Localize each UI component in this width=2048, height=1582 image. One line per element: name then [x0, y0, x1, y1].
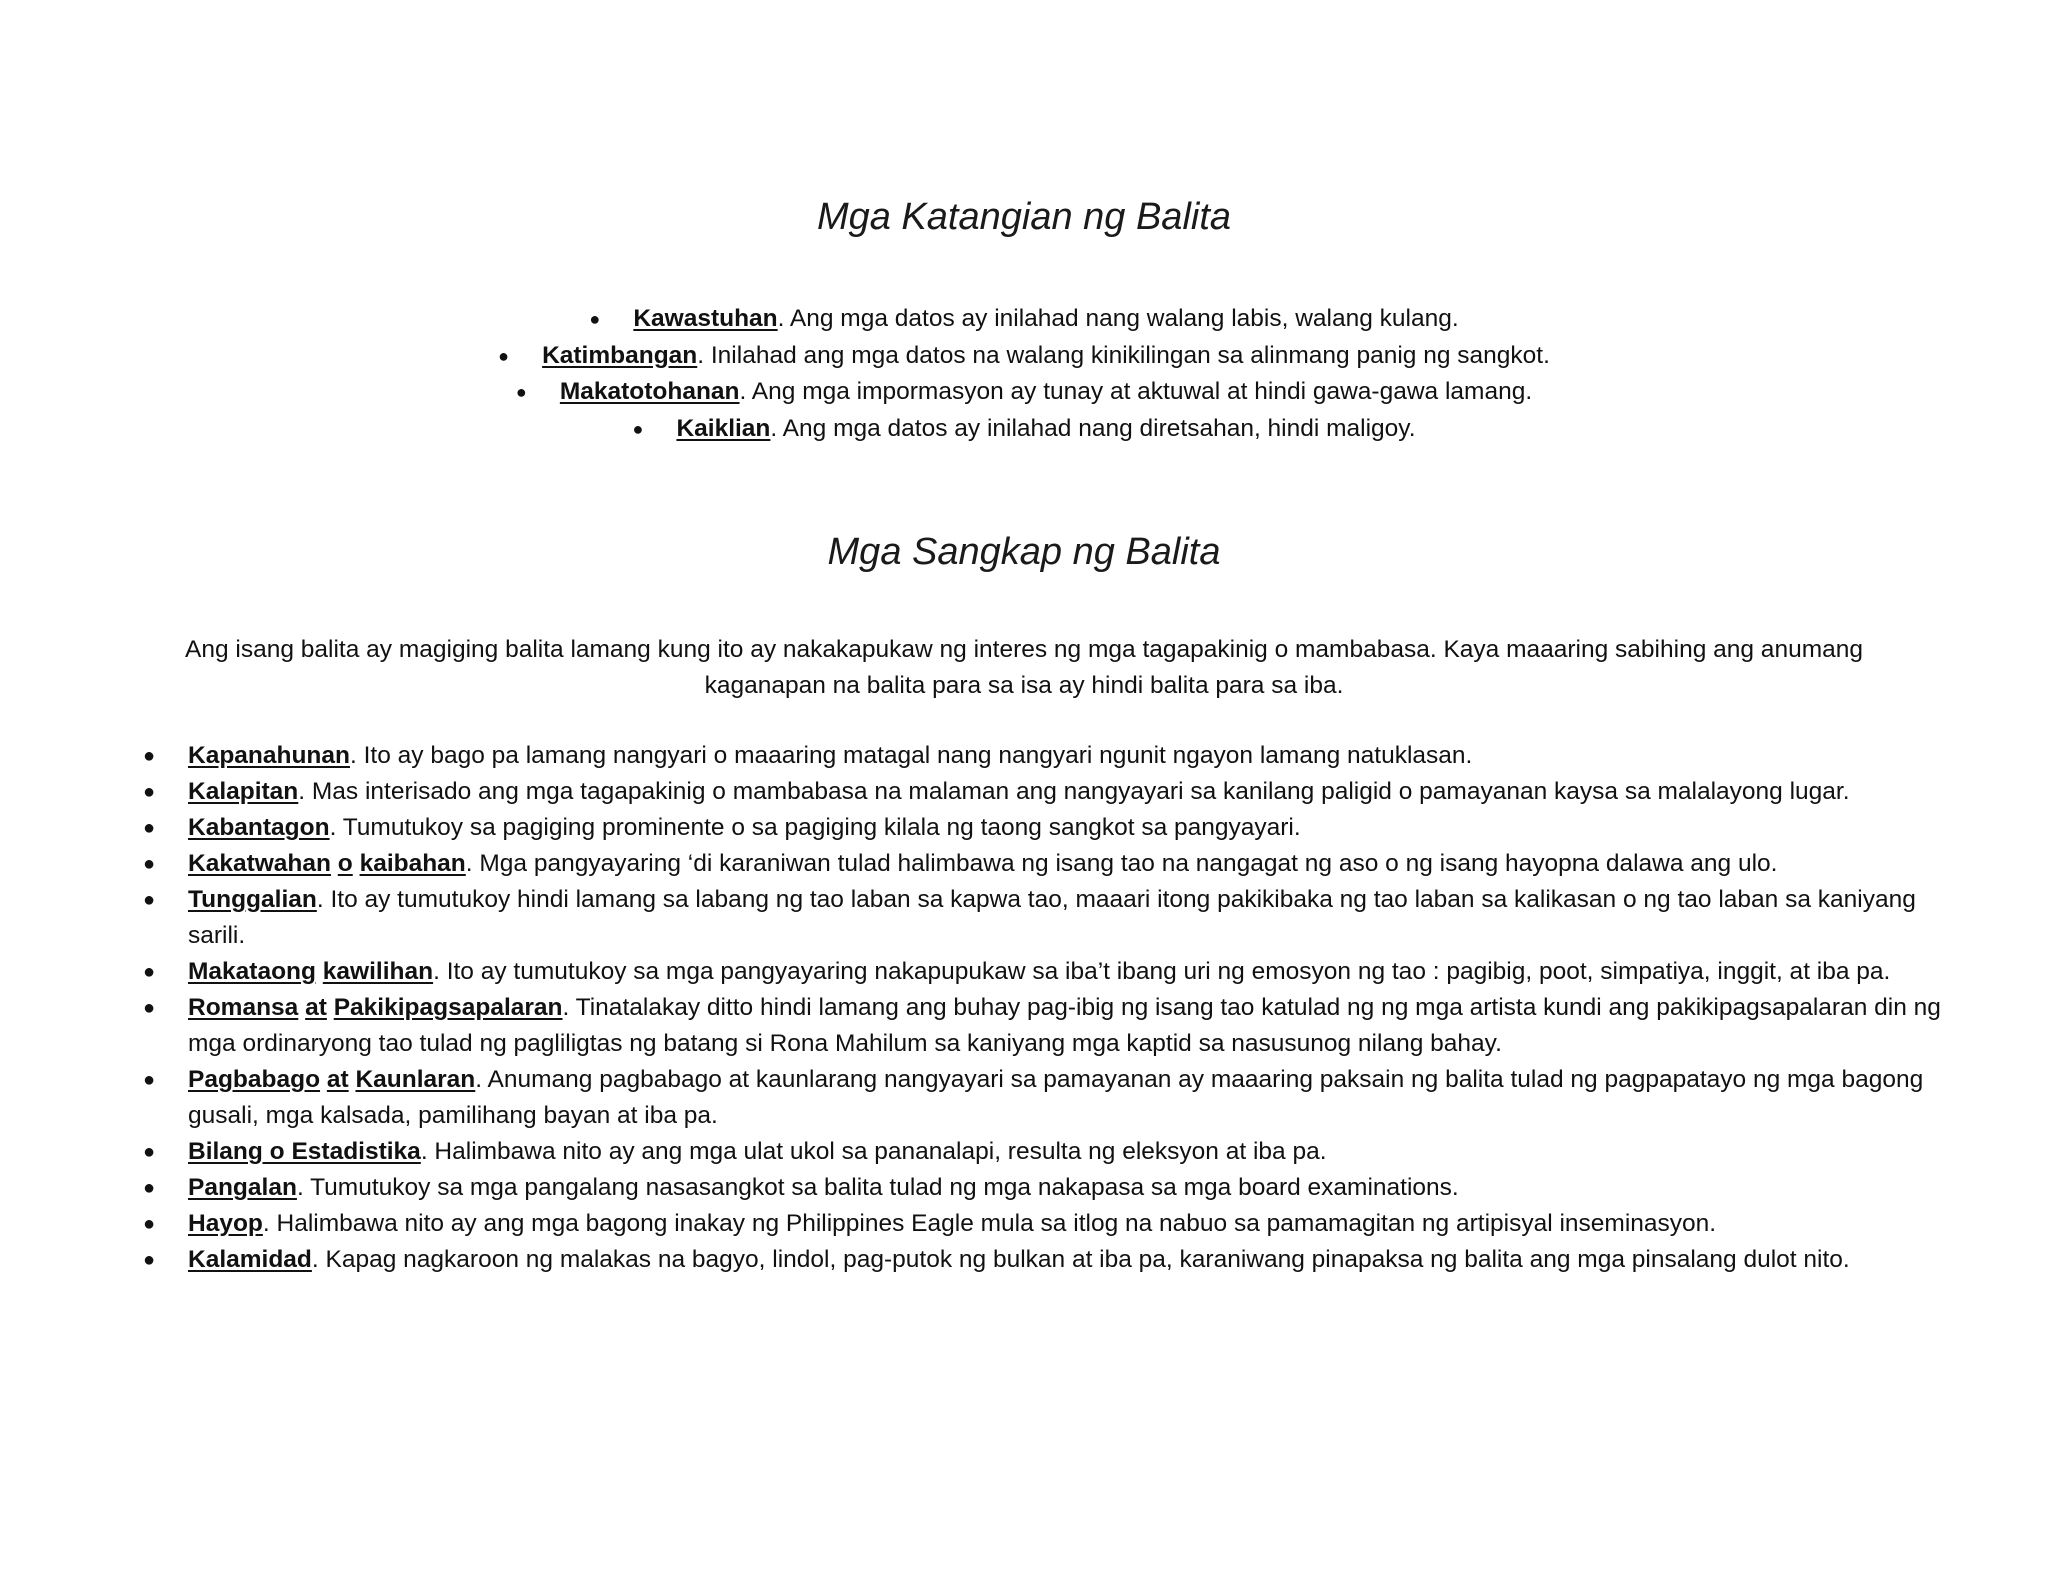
- item-description: . Inilahad ang mga datos na walang kinikilingan sa alinmang panig ng sangkot.: [697, 341, 1550, 369]
- term: at: [305, 994, 327, 1021]
- item-description: . Kapag nagkaroon ng malakas na bagyo, lindol, pag-putok ng bulkan at iba pa, karaniwang pinapaksa ng balita ang mga pinsalang dulot nito.: [311, 1246, 1850, 1273]
- list-item: [0, 1170, 2048, 1206]
- item-description: . Ito ay bago pa lamang nangyari o maaaring matagal nang nangyari ngunit ngayon lamang natuklasan.: [350, 742, 1473, 769]
- bullet-icon: ●: [589, 309, 601, 329]
- list-item: [0, 882, 2048, 954]
- list-item: [0, 990, 2048, 1062]
- bullet-icon: ●: [143, 1249, 156, 1271]
- bullet-icon: ●: [143, 1177, 156, 1199]
- term: Kabantagon: [188, 814, 330, 841]
- list-item: [0, 846, 2048, 882]
- list-item: [0, 810, 2048, 846]
- list-item: [0, 954, 2048, 990]
- list-item: [0, 1134, 2048, 1170]
- term: o: [337, 850, 353, 877]
- item-description: . Ang mga datos ay inilahad nang walang labis, walang kulang.: [777, 305, 1459, 332]
- term: Pagbabago: [188, 1066, 321, 1093]
- term: Kalamidad: [188, 1246, 312, 1273]
- item-description: . Ito ay tumutukoy sa mga pangyayaring nakapupukaw sa iba’t ibang uri ng emosyon ng tao : pagibig, poot, simpatiya, inggit, at iba pa.: [433, 958, 1891, 985]
- term: Kaiklian: [676, 414, 771, 442]
- item-description: . Ang mga datos ay inilahad nang diretsahan, hindi maligoy.: [770, 414, 1416, 442]
- item-description: . Ito ay tumutukoy hindi lamang sa labang ng tao laban sa kapwa tao, maaari itong pakikibaka ng tao laban sa kalikasan o ng tao laban sa kaniyang sarili.: [188, 886, 1916, 949]
- item-description: . Halimbawa nito ay ang mga ulat ukol sa pananalapi, resulta ng eleksyon at iba pa.: [420, 1138, 1327, 1165]
- term: at: [326, 1066, 349, 1093]
- list-item: [0, 1206, 2048, 1242]
- term: kaibahan: [359, 850, 466, 877]
- bullet-icon: ●: [143, 1141, 156, 1163]
- term: Katimbangan: [542, 341, 698, 369]
- bullet-icon: ●: [143, 817, 156, 839]
- term: Pakikipagsapalaran: [333, 994, 563, 1021]
- term: Kakatwahan: [188, 850, 331, 877]
- term: Makataong: [188, 958, 316, 985]
- term: Pangalan: [188, 1174, 297, 1201]
- bullet-icon: ●: [498, 345, 509, 366]
- list-item: [0, 774, 2048, 810]
- item-description: . Ang mga impormasyon ay tunay at aktuwal at hindi gawa-gawa lamang.: [739, 378, 1533, 405]
- item-description: . Tinatalakay ditto hindi lamang ang buhay pag-ibig ng isang tao katulad ng ng mga artista kundi ang pakikipagsapalaran din ng mga ordinaryong tao tulad ng pagliligtas ng batang si Rona Mahilum sa kaniyang mga kaptid sa nasusunog nilang bahay.: [188, 994, 1941, 1057]
- bullet-icon: ●: [143, 961, 156, 983]
- item-description: . Halimbawa nito ay ang mga bagong inakay ng Philippines Eagle mula sa itlog na nabuo sa pamamagitan ng artipisyal inseminasyon.: [262, 1210, 1717, 1237]
- list-item: [0, 738, 2048, 774]
- list-item: [0, 338, 2048, 375]
- term: Bilang o Estadistika: [188, 1138, 421, 1165]
- bullet-icon: ●: [143, 1213, 156, 1235]
- item-description: . Tumutukoy sa pagiging prominente o sa pagiging kilala ng taong sangkot sa pangyayari.: [329, 814, 1301, 841]
- bullet-icon: ●: [143, 745, 156, 767]
- term: kawilihan: [322, 958, 434, 985]
- sangkap-list: [0, 738, 2048, 1278]
- list-item: [0, 1242, 2048, 1278]
- term: Makatotohanan: [559, 378, 740, 405]
- section-title-sangkap: Mga Sangkap ng Balita: [827, 531, 1221, 573]
- list-item: [0, 411, 2048, 448]
- term: Kawastuhan: [633, 305, 778, 332]
- term: Romansa: [188, 994, 299, 1021]
- bullet-icon: ●: [143, 781, 156, 803]
- list-item: [0, 301, 2048, 338]
- bullet-icon: ●: [143, 997, 156, 1019]
- bullet-icon: ●: [143, 889, 156, 911]
- intro-paragraph: Ang isang balita ay magiging balita lamang kung ito ay nakakapukaw ng interes ng mga tagapakinig o mambabasa. Kaya maaaring sabihing ang anumang kaganapan na balita para sa isa ay hindi balita para sa iba.: [185, 636, 1863, 699]
- katangian-list: [0, 301, 2048, 447]
- term: Hayop: [188, 1210, 263, 1237]
- item-description: . Mas interisado ang mga tagapakinig o mambabasa na malaman ang nangyayari sa kanilang paligid o pamayanan kaysa sa malalayong lugar.: [298, 778, 1850, 805]
- term: Kalapitan: [188, 778, 299, 805]
- bullet-icon: ●: [632, 418, 644, 439]
- term: Tunggalian: [188, 886, 317, 913]
- item-description: . Mga pangyayaring ‘di karaniwan tulad halimbawa ng isang tao na nangagat ng aso o ng isang hayopna dalawa ang ulo.: [465, 850, 1778, 877]
- bullet-icon: ●: [515, 382, 527, 402]
- term: Kapanahunan: [188, 742, 350, 769]
- item-description: . Tumutukoy sa mga pangalang nasasangkot sa balita tulad ng mga nakapasa sa mga board examinations.: [296, 1174, 1459, 1201]
- section-title-katangian: Mga Katangian ng Balita: [816, 196, 1232, 238]
- bullet-icon: ●: [143, 853, 156, 875]
- bullet-icon: ●: [143, 1069, 156, 1091]
- list-item: [0, 374, 2048, 411]
- term: Kaunlaran: [355, 1066, 476, 1093]
- item-description: . Anumang pagbabago at kaunlarang nangyayari sa pamayanan ay maaaring paksain ng balita tulad ng pagpapatayo ng mga bagong gusali, mga kalsada, pamilihang bayan at iba pa.: [188, 1066, 1924, 1129]
- list-item: [0, 1062, 2048, 1134]
